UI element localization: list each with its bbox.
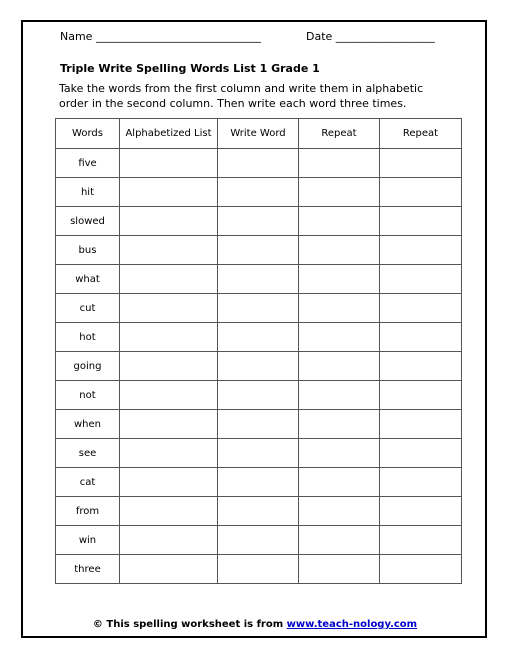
column-header-repeat: Repeat [380, 119, 462, 149]
word-cell: hot [56, 323, 120, 352]
table-row [56, 323, 462, 352]
table-row [56, 439, 462, 468]
repeat-cell[interactable] [380, 555, 462, 584]
table-row [56, 265, 462, 294]
repeat-cell[interactable] [299, 236, 380, 265]
repeat-cell[interactable] [380, 207, 462, 236]
column-header-repeat: Repeat [299, 119, 380, 149]
table-row [56, 207, 462, 236]
write-word-cell[interactable] [218, 555, 299, 584]
word-cell: what [56, 265, 120, 294]
repeat-cell[interactable] [380, 149, 462, 178]
table-row [56, 236, 462, 265]
repeat-cell[interactable] [299, 323, 380, 352]
alphabetized-cell[interactable] [120, 236, 218, 265]
name-field[interactable]: Name ______________________________ [60, 30, 261, 43]
word-cell: bus [56, 236, 120, 265]
word-cell: see [56, 439, 120, 468]
table-row [56, 352, 462, 381]
alphabetized-cell[interactable] [120, 265, 218, 294]
table-header-row [56, 119, 462, 149]
repeat-cell[interactable] [380, 468, 462, 497]
column-header-words: Words [56, 119, 120, 149]
repeat-cell[interactable] [380, 439, 462, 468]
table-row [56, 497, 462, 526]
repeat-cell[interactable] [380, 352, 462, 381]
repeat-cell[interactable] [299, 294, 380, 323]
write-word-cell[interactable] [218, 294, 299, 323]
alphabetized-cell[interactable] [120, 468, 218, 497]
table-row [56, 178, 462, 207]
word-cell: from [56, 497, 120, 526]
alphabetized-cell[interactable] [120, 294, 218, 323]
repeat-cell[interactable] [380, 323, 462, 352]
repeat-cell[interactable] [299, 178, 380, 207]
write-word-cell[interactable] [218, 265, 299, 294]
word-cell: cut [56, 294, 120, 323]
word-cell: cat [56, 468, 120, 497]
alphabetized-cell[interactable] [120, 555, 218, 584]
table-row [56, 149, 462, 178]
table-row [56, 410, 462, 439]
footer-link[interactable]: www.teach-nology.com [286, 619, 418, 630]
write-word-cell[interactable] [218, 468, 299, 497]
write-word-cell[interactable] [218, 323, 299, 352]
write-word-cell[interactable] [218, 178, 299, 207]
repeat-cell[interactable] [299, 497, 380, 526]
word-cell: hit [56, 178, 120, 207]
word-cell: five [56, 149, 120, 178]
repeat-cell[interactable] [380, 236, 462, 265]
repeat-cell[interactable] [299, 410, 380, 439]
alphabetized-cell[interactable] [120, 207, 218, 236]
repeat-cell[interactable] [299, 526, 380, 555]
repeat-cell[interactable] [299, 555, 380, 584]
word-cell: three [56, 555, 120, 584]
table-row [56, 381, 462, 410]
alphabetized-cell[interactable] [120, 497, 218, 526]
write-word-cell[interactable] [218, 439, 299, 468]
repeat-cell[interactable] [299, 207, 380, 236]
write-word-cell[interactable] [218, 526, 299, 555]
repeat-cell[interactable] [380, 497, 462, 526]
footer-credit [0, 619, 510, 630]
alphabetized-cell[interactable] [120, 410, 218, 439]
instructions-text: Take the words from the first column and write them in alphabetic order in the second column. Then write each word three times. [59, 82, 424, 110]
table-row [56, 526, 462, 555]
date-field[interactable]: Date __________________ [306, 30, 435, 43]
word-cell: win [56, 526, 120, 555]
repeat-cell[interactable] [299, 381, 380, 410]
alphabetized-cell[interactable] [120, 149, 218, 178]
repeat-cell[interactable] [380, 265, 462, 294]
write-word-cell[interactable] [218, 381, 299, 410]
worksheet-title: Triple Write Spelling Words List 1 Grade 1 [60, 62, 320, 75]
repeat-cell[interactable] [299, 468, 380, 497]
table-row [56, 294, 462, 323]
write-word-cell[interactable] [218, 352, 299, 381]
repeat-cell[interactable] [299, 352, 380, 381]
repeat-cell[interactable] [380, 294, 462, 323]
repeat-cell[interactable] [380, 178, 462, 207]
table-row [56, 555, 462, 584]
alphabetized-cell[interactable] [120, 352, 218, 381]
alphabetized-cell[interactable] [120, 178, 218, 207]
word-cell: slowed [56, 207, 120, 236]
column-header-alphabetized-list: Alphabetized List [120, 119, 218, 149]
column-header-write-word: Write Word [218, 119, 299, 149]
word-cell: going [56, 352, 120, 381]
table-row [56, 468, 462, 497]
write-word-cell[interactable] [218, 410, 299, 439]
repeat-cell[interactable] [299, 149, 380, 178]
spelling-table [55, 118, 462, 584]
word-cell: when [56, 410, 120, 439]
footer-text: © This spelling worksheet is from [92, 619, 287, 630]
alphabetized-cell[interactable] [120, 323, 218, 352]
alphabetized-cell[interactable] [120, 439, 218, 468]
alphabetized-cell[interactable] [120, 381, 218, 410]
repeat-cell[interactable] [299, 439, 380, 468]
alphabetized-cell[interactable] [120, 526, 218, 555]
repeat-cell[interactable] [380, 526, 462, 555]
write-word-cell[interactable] [218, 149, 299, 178]
repeat-cell[interactable] [380, 410, 462, 439]
repeat-cell[interactable] [380, 381, 462, 410]
word-cell: not [56, 381, 120, 410]
write-word-cell[interactable] [218, 207, 299, 236]
write-word-cell[interactable] [218, 236, 299, 265]
repeat-cell[interactable] [299, 265, 380, 294]
write-word-cell[interactable] [218, 497, 299, 526]
